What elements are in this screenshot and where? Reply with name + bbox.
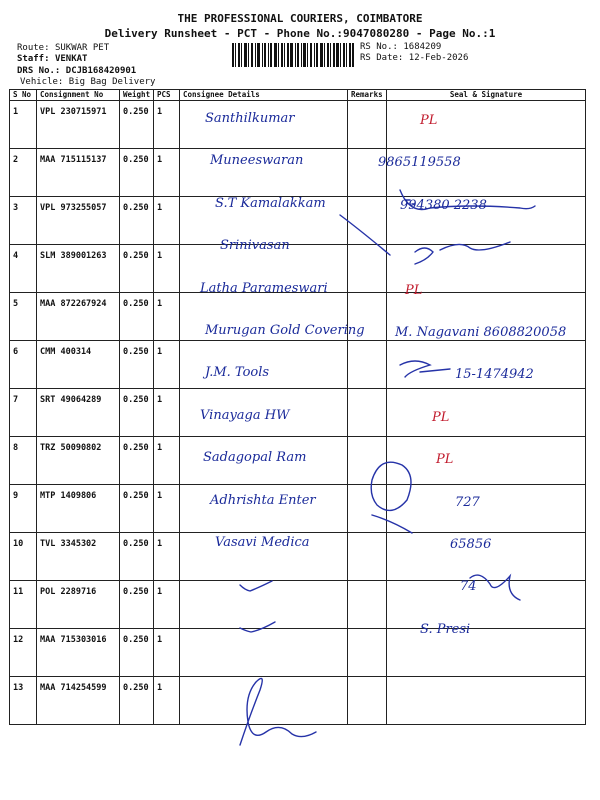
cell-pcs: 1 [154,389,180,437]
cell-seal [387,485,586,533]
rs-no-line [360,42,441,52]
drs-value: DCJB168420901 [65,66,137,76]
cell-consignment: TRZ 50090802 [37,437,120,485]
cell-consignee [180,677,348,725]
handwritten-seal-signature: 15-1474942 [455,367,534,383]
cell-pcs: 1 [154,677,180,725]
cell-weight: 0.250 [120,341,154,389]
cell-consignment: MAA 715115137 [37,149,120,197]
cell-consignment: MAA 714254599 [37,677,120,725]
cell-sno: 10 [10,533,37,581]
staff-line [17,54,87,64]
cell-consignment: SRT 49064289 [37,389,120,437]
col-pcs: PCS [154,90,180,101]
handwritten-consignee: Santhilkumar [205,111,295,126]
cell-sno: 1 [10,101,37,149]
rs-date-value: 12-Feb-2026 [408,53,469,63]
cell-pcs: 1 [154,293,180,341]
cell-pcs: 1 [154,533,180,581]
col-remarks: Remarks [348,90,387,101]
cell-consignment: VPL 973255057 [37,197,120,245]
col-seal: Seal & Signature [387,90,586,101]
cell-seal [387,101,586,149]
table-row [10,629,586,677]
cell-pcs: 1 [154,197,180,245]
table-header-row [10,90,586,101]
cell-consignee [180,581,348,629]
rs-no-label: RS No.: [360,42,398,52]
cell-weight: 0.250 [120,197,154,245]
cell-sno: 8 [10,437,37,485]
cell-pcs: 1 [154,581,180,629]
cell-consignment: CMM 400314 [37,341,120,389]
runsheet-table [9,89,586,725]
cell-seal [387,581,586,629]
cell-pcs: 1 [154,629,180,677]
vehicle-line [20,77,155,87]
rs-date-label: RS Date: [360,53,404,63]
handwritten-seal-signature: S. Presi [420,621,471,637]
rs-no-value: 1684209 [403,42,442,52]
handwritten-seal-signature: 74 [460,579,477,595]
cell-seal [387,389,586,437]
cell-remarks [348,485,387,533]
handwritten-seal-signature: 65856 [450,537,492,552]
table-row [10,581,586,629]
col-weight: Weight [120,90,154,101]
cell-consignment: TVL 3345302 [37,533,120,581]
cell-sno: 5 [10,293,37,341]
handwritten-consignee: J.M. Tools [205,365,270,381]
rs-date-line [360,53,468,63]
cell-weight: 0.250 [120,389,154,437]
handwritten-consignee: Latha Parameswari [200,280,328,296]
cell-remarks [348,197,387,245]
cell-pcs: 1 [154,437,180,485]
cell-consignment: VPL 230715971 [37,101,120,149]
cell-sno: 12 [10,629,37,677]
drs-label: DRS No.: [17,66,61,76]
cell-sno: 9 [10,485,37,533]
handwritten-seal-signature: 727 [455,494,480,510]
cell-remarks [348,629,387,677]
handwritten-consignee: Vinayaga HW [200,407,290,423]
runsheet-subtitle: Delivery Runsheet - PCT - Phone No.:9047080280 - Page No.:1 [104,27,496,40]
cell-consignment: MAA 872267924 [37,293,120,341]
cell-consignee [180,629,348,677]
cell-weight: 0.250 [120,101,154,149]
cell-weight: 0.250 [120,293,154,341]
cell-sno: 4 [10,245,37,293]
cell-remarks [348,677,387,725]
handwritten-consignee: Vasavi Medica [215,535,310,550]
route-label: Route: [17,43,50,53]
handwritten-seal-signature: PL [420,113,438,128]
handwritten-consignee: Sadagopal Ram [203,450,307,466]
col-sno: S No [10,90,37,101]
cell-pcs: 1 [154,485,180,533]
cell-sno: 13 [10,677,37,725]
cell-remarks [348,437,387,485]
handwritten-seal-signature: PL [436,452,454,468]
table-row [10,389,586,437]
col-consignment: Consignment No [37,90,120,101]
handwritten-seal-signature: PL [405,282,423,298]
cell-remarks [348,101,387,149]
cell-remarks [348,389,387,437]
cell-seal [387,677,586,725]
cell-weight: 0.250 [120,437,154,485]
cell-sno: 2 [10,149,37,197]
cell-pcs: 1 [154,341,180,389]
cell-sno: 7 [10,389,37,437]
cell-consignment: POL 2289716 [37,581,120,629]
cell-weight: 0.250 [120,581,154,629]
barcode-image [232,43,354,67]
handwritten-consignee: Adhrishta Enter [210,492,316,508]
col-consignee: Consignee Details [180,90,348,101]
staff-value: VENKAT [54,54,88,64]
handwritten-seal-signature: 9865119558 [378,155,461,171]
cell-seal [387,437,586,485]
cell-remarks [348,341,387,389]
handwritten-consignee: S.T Kamalakkam [215,195,326,211]
table-row [10,101,586,149]
table-row [10,677,586,725]
drs-line [17,66,136,76]
cell-weight: 0.250 [120,245,154,293]
handwritten-seal-signature: 994380 2238 [400,197,487,213]
cell-remarks [348,581,387,629]
cell-sno: 11 [10,581,37,629]
cell-remarks [348,245,387,293]
route-value: SUKWAR PET [54,43,110,53]
cell-pcs: 1 [154,101,180,149]
cell-pcs: 1 [154,245,180,293]
cell-weight: 0.250 [120,629,154,677]
cell-weight: 0.250 [120,533,154,581]
cell-consignment: SLM 389001263 [37,245,120,293]
cell-consignment: MTP 1409806 [37,485,120,533]
cell-seal [387,629,586,677]
cell-sno: 6 [10,341,37,389]
handwritten-consignee: Murugan Gold Covering [205,323,365,338]
cell-weight: 0.250 [120,149,154,197]
cell-weight: 0.250 [120,485,154,533]
staff-label: Staff: [17,54,50,64]
handwritten-consignee: Muneeswaran [210,153,304,169]
cell-remarks [348,533,387,581]
vehicle-value: Big Bag Delivery [68,77,156,87]
cell-consignment: MAA 715303016 [37,629,120,677]
cell-weight: 0.250 [120,677,154,725]
handwritten-consignee: Srinivasan [220,238,290,254]
cell-sno: 3 [10,197,37,245]
cell-pcs: 1 [154,149,180,197]
handwritten-seal-signature: PL [432,409,450,425]
handwritten-seal-signature: M. Nagavani 8608820058 [395,325,567,340]
vehicle-label: Vehicle: [20,77,64,87]
company-title: THE PROFESSIONAL COURIERS, COIMBATORE [177,12,423,25]
route-line [17,43,109,53]
